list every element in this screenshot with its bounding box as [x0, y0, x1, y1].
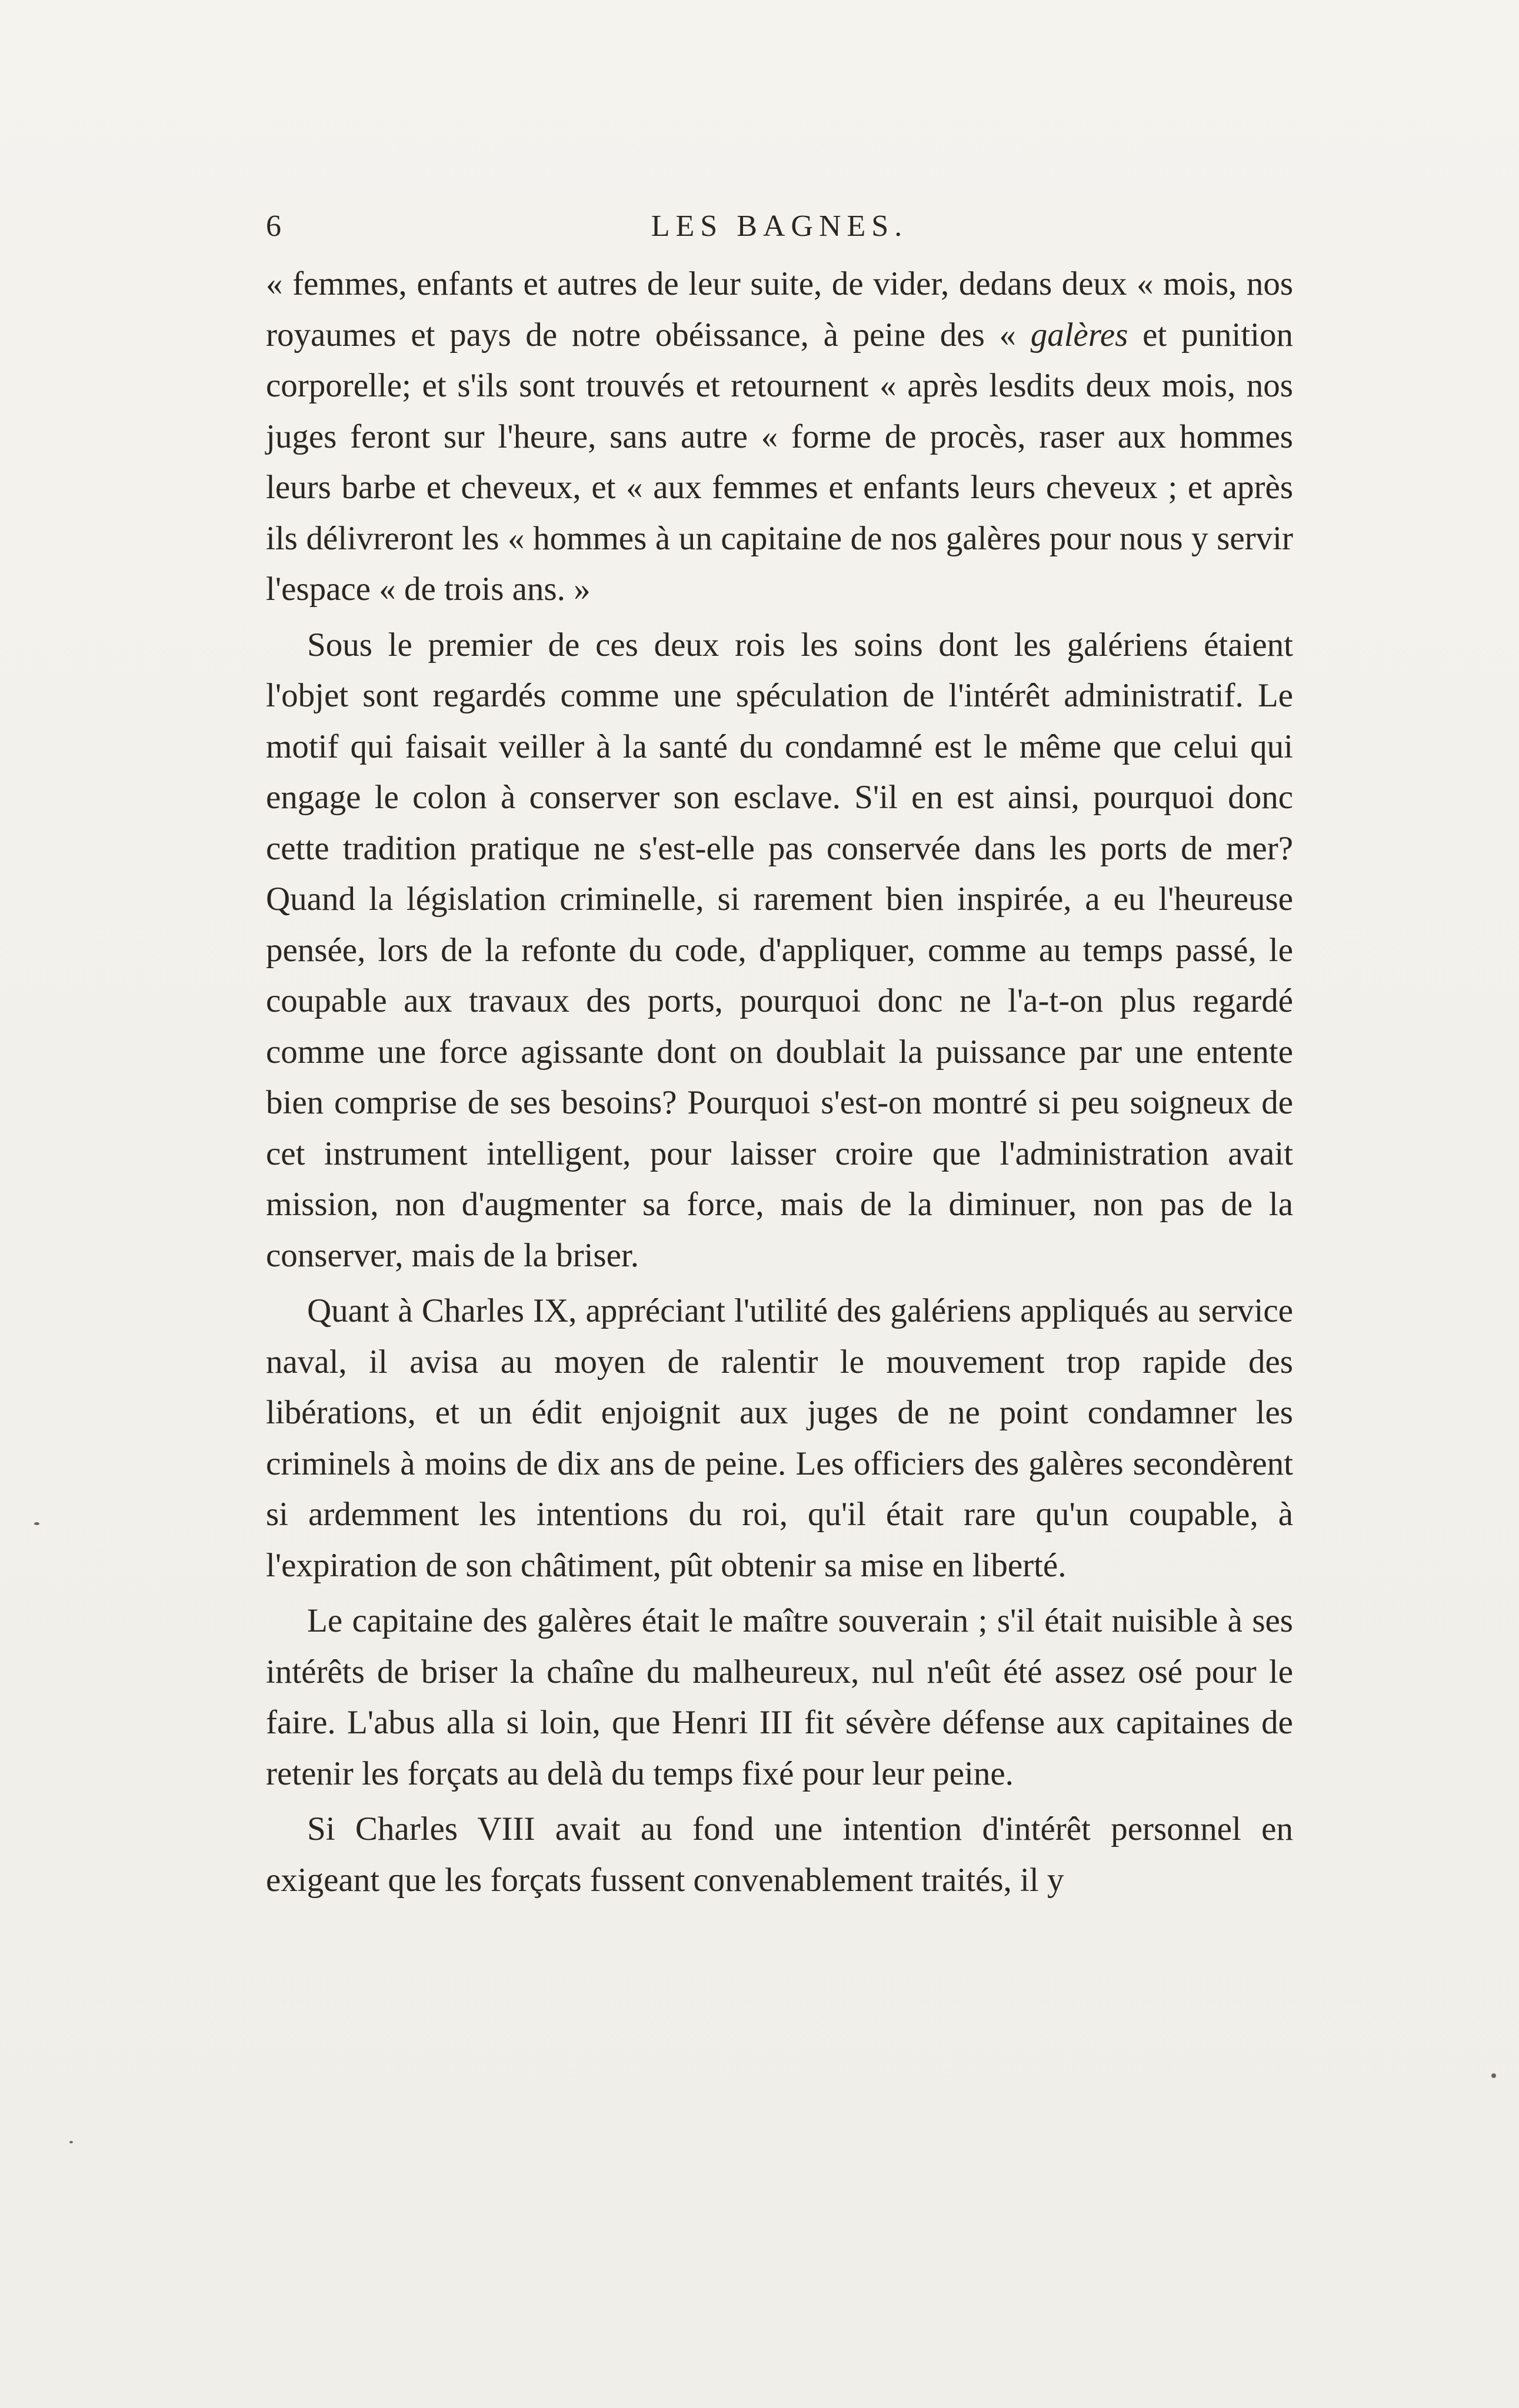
- paragraph: Le capitaine des galères était le maître souverain ; s'il était nuisible à ses intérêts de briser la chaîne du malheureux, nul n'eût été assez osé pour le faire. L'abus alla si loin, que Henri III fit sévère défense aux capitaines de retenir les forçats au delà du temps fixé pour leur peine.: [266, 1602, 1293, 1792]
- running-head: [266, 209, 1293, 250]
- running-head-title: LES BAGNES.: [651, 209, 908, 243]
- page-number: 6: [266, 209, 282, 243]
- body-text: [266, 259, 1293, 1906]
- paper-speck: [1491, 2073, 1496, 2078]
- paper-speck: [69, 2141, 73, 2143]
- paragraph: Si Charles VIII avait au fond une intention d'intérêt personnel en exigeant que les forçats fussent convenablement traités, il y: [266, 1810, 1293, 1899]
- paragraph-tail: et punition corporelle; et s'ils sont trouvés et retournent « après lesdits deux mois, nos juges feront sur l'heure, sans autre « forme de procès, raser aux hommes leurs barbe et cheveux, et « aux femmes et enfants leurs cheveux ; et après ils délivreront les « hommes à un capitaine de nos galères pour nous y servir l'espace « de trois ans. »: [266, 316, 1293, 608]
- paragraph: Quant à Charles IX, appréciant l'utilité des galériens appliqués au service naval, il avisa au moyen de ralentir le mouvement trop rapide des libérations, et un édit enjoignit aux juges de ne point condamner les criminels à moins de dix ans de peine. Les officiers des galères secondèrent si ardemment les intentions du roi, qu'il était rare qu'un coupable, à l'expiration de son châtiment, pût obtenir sa mise en liberté.: [266, 1292, 1293, 1584]
- paragraph-quote-continuation: [266, 259, 1293, 615]
- paper-speck: [34, 1522, 39, 1525]
- italic-term: galères: [1030, 316, 1128, 353]
- paragraph: Sous le premier de ces deux rois les soins dont les galériens étaient l'objet sont regardés comme une spéculation de l'intérêt administratif. Le motif qui faisait veiller à la santé du condamné est le même que celui qui engage le colon à conserver son esclave. S'il en est ainsi, pourquoi donc cette tradition pratique ne s'est-elle pas conservée dans les ports de mer? Quand la législation criminelle, si rarement bien inspirée, a eu l'heureuse pensée, lors de la refonte du code, d'appliquer, comme au temps passé, le coupable aux travaux des ports, pourquoi donc ne l'a-t-on plus regardé comme une force agissante dont on doublait la puissance par une entente bien comprise de ses besoins? Pourquoi s'est-on montré si peu soigneux de cet instrument intelligent, pour laisser croire que l'administration avait mission, non d'augmenter sa force, mais de la diminuer, non pas de la conserver, mais de la briser.: [266, 626, 1293, 1274]
- paragraph-lead: « femmes, enfants et autres de leur suite, de vider, dedans deux « mois, nos royaumes et pays de notre obéissance, à peine des «: [266, 265, 1293, 353]
